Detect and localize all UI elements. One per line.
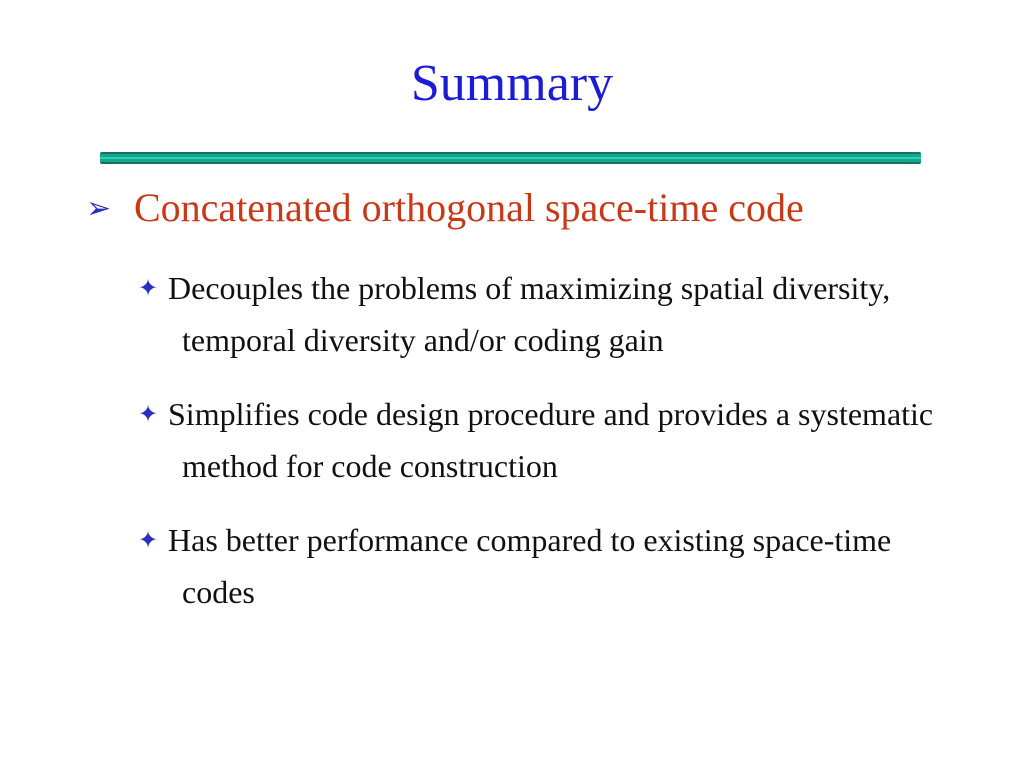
- sub-bullet-text: Has better performance compared to existing space-time codes: [168, 522, 892, 610]
- main-bullet: [86, 180, 966, 237]
- sub-bullet-item: [138, 262, 938, 366]
- arrowhead-bullet-icon: ➢: [86, 191, 112, 226]
- slide-title: Summary: [410, 55, 614, 112]
- four-point-star-icon: ✦: [138, 274, 159, 302]
- four-point-star-icon: ✦: [138, 400, 159, 428]
- title-divider: [100, 152, 921, 164]
- four-point-star-icon: ✦: [138, 526, 159, 554]
- sub-bullet-item: [138, 514, 938, 618]
- sub-bullet-list: [138, 262, 958, 640]
- main-bullet-text: Concatenated orthogonal space-time code: [134, 185, 804, 230]
- sub-bullet-text: Simplifies code design procedure and provides a systematic method for code construction: [168, 396, 934, 484]
- sub-bullet-item: [138, 388, 938, 492]
- sub-bullet-text: Decouples the problems of maximizing spatial diversity, temporal diversity and/or coding gain: [168, 270, 891, 358]
